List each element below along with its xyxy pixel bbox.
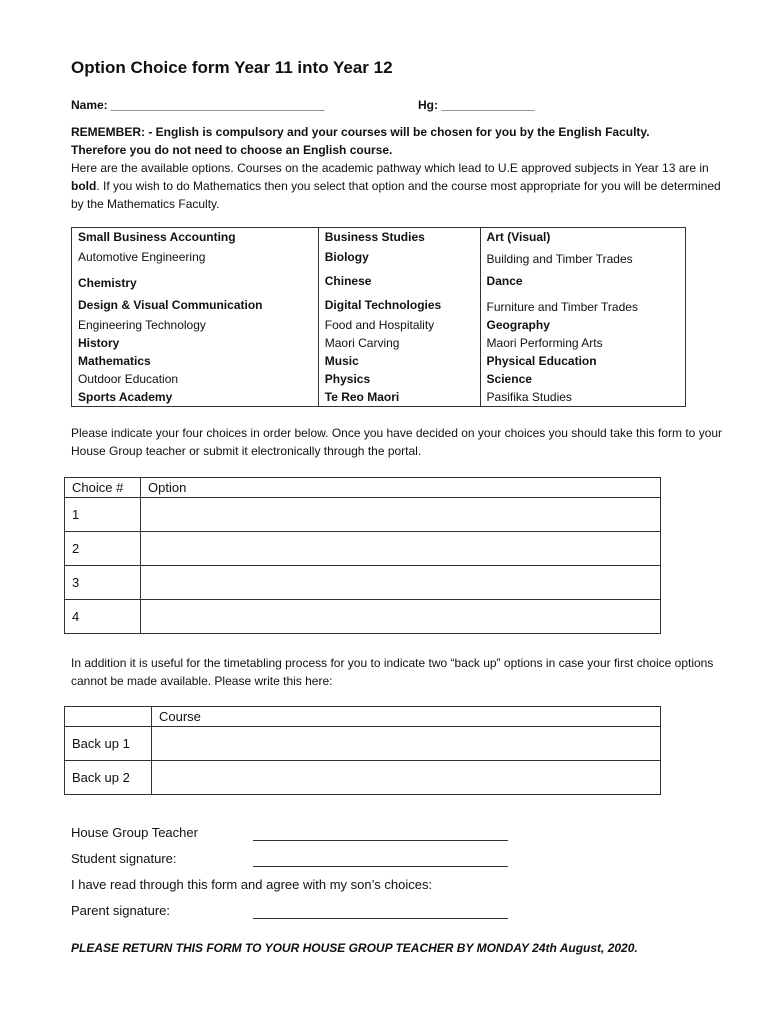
backup-instructions: In addition it is useful for the timetabling process for you to indicate two “back up” options in case your first choice options cannot be made available. Please write this here:	[71, 656, 714, 688]
remember-line-1: REMEMBER: - English is compulsory and your courses will be chosen for you by the English Faculty.	[71, 125, 650, 139]
option-cell: Small Business Accounting	[72, 228, 319, 247]
option-cell: Mathematics	[72, 352, 319, 370]
option-cell: Maori Carving	[318, 334, 480, 352]
table-header-row	[65, 478, 661, 498]
option-cell: Physical Education	[480, 352, 685, 370]
choice-option-input[interactable]	[141, 566, 661, 600]
option-cell: Physics	[318, 370, 480, 388]
option-cell: Chemistry	[72, 268, 319, 294]
backup-course-input[interactable]	[152, 727, 661, 761]
table-row	[72, 370, 686, 388]
backup-label: Back up 2	[65, 761, 152, 795]
choice-option-input[interactable]	[141, 532, 661, 566]
option-cell: Pasifika Studies	[480, 388, 685, 407]
table-row	[65, 532, 661, 566]
option-cell: Te Reo Maori	[318, 388, 480, 407]
parent-signature-label: Parent signature:	[71, 903, 171, 918]
table-row	[65, 600, 661, 634]
student-signature-label: Student signature:	[71, 851, 177, 866]
option-cell: Maori Performing Arts	[480, 334, 685, 352]
choices-instructions: Please indicate your four choices in order below. Once you have decided on your choices you should take this form to your House Group teacher or submit it electronically through the portal.	[71, 426, 723, 458]
choice-option-input[interactable]	[141, 498, 661, 532]
choice-number: 2	[65, 532, 141, 566]
choice-number-header: Choice #	[65, 478, 141, 498]
house-group-teacher-label: House Group Teacher	[71, 825, 198, 840]
option-cell: Food and Hospitality	[318, 316, 480, 334]
table-row	[72, 246, 686, 268]
remember-block	[71, 123, 731, 213]
table-row	[65, 727, 661, 761]
backup-label: Back up 1	[65, 727, 152, 761]
choices-table	[64, 477, 661, 634]
course-header: Course	[152, 707, 661, 727]
table-row	[72, 294, 686, 316]
table-row	[72, 316, 686, 334]
options-table	[71, 227, 686, 407]
parent-statement: I have read through this form and agree with my son’s choices:	[71, 877, 433, 892]
table-row	[72, 388, 686, 407]
choice-number: 1	[65, 498, 141, 532]
option-cell: Science	[480, 370, 685, 388]
option-cell: Outdoor Education	[72, 370, 319, 388]
option-cell: History	[72, 334, 319, 352]
option-cell: Dance	[480, 268, 685, 294]
backup-table	[64, 706, 661, 795]
option-cell: Biology	[318, 246, 480, 268]
table-row	[72, 352, 686, 370]
remember-line-2: Therefore you do not need to choose an English course.	[71, 143, 393, 157]
table-header-row	[65, 707, 661, 727]
student-signature-line[interactable]	[253, 865, 508, 867]
option-cell: Digital Technologies	[318, 294, 480, 316]
backup-label-header	[65, 707, 152, 727]
option-header: Option	[141, 478, 661, 498]
option-cell: Art (Visual)	[480, 228, 685, 247]
option-cell: Building and Timber Trades	[480, 246, 685, 268]
table-row	[72, 334, 686, 352]
option-cell: Business Studies	[318, 228, 480, 247]
options-info: Here are the available options. Courses on the academic pathway which lead to U.E approved subjects in Year 13 are in bold. If you wish to do Mathematics then you select that option and the course most appropriate for you will be determined by the Mathematics Faculty.	[71, 161, 721, 211]
option-cell: Sports Academy	[72, 388, 319, 407]
hg-field[interactable]: Hg: ______________	[418, 98, 535, 112]
house-group-teacher-line[interactable]	[253, 839, 508, 841]
table-row	[72, 268, 686, 294]
option-cell: Design & Visual Communication	[72, 294, 319, 316]
option-cell: Chinese	[318, 268, 480, 294]
table-row	[65, 498, 661, 532]
option-cell: Automotive Engineering	[72, 246, 319, 268]
name-field[interactable]: Name: ________________________________	[71, 98, 325, 112]
backup-course-input[interactable]	[152, 761, 661, 795]
table-row	[72, 228, 686, 247]
table-row	[65, 761, 661, 795]
choice-option-input[interactable]	[141, 600, 661, 634]
option-cell: Geography	[480, 316, 685, 334]
option-cell: Music	[318, 352, 480, 370]
table-row	[65, 566, 661, 600]
page-title: Option Choice form Year 11 into Year 12	[71, 58, 393, 77]
option-cell: Furniture and Timber Trades	[480, 294, 685, 316]
choice-number: 4	[65, 600, 141, 634]
option-cell: Engineering Technology	[72, 316, 319, 334]
return-notice: PLEASE RETURN THIS FORM TO YOUR HOUSE GROUP TEACHER BY MONDAY 24th August, 2020.	[71, 941, 638, 955]
choice-number: 3	[65, 566, 141, 600]
parent-signature-line[interactable]	[253, 917, 508, 919]
